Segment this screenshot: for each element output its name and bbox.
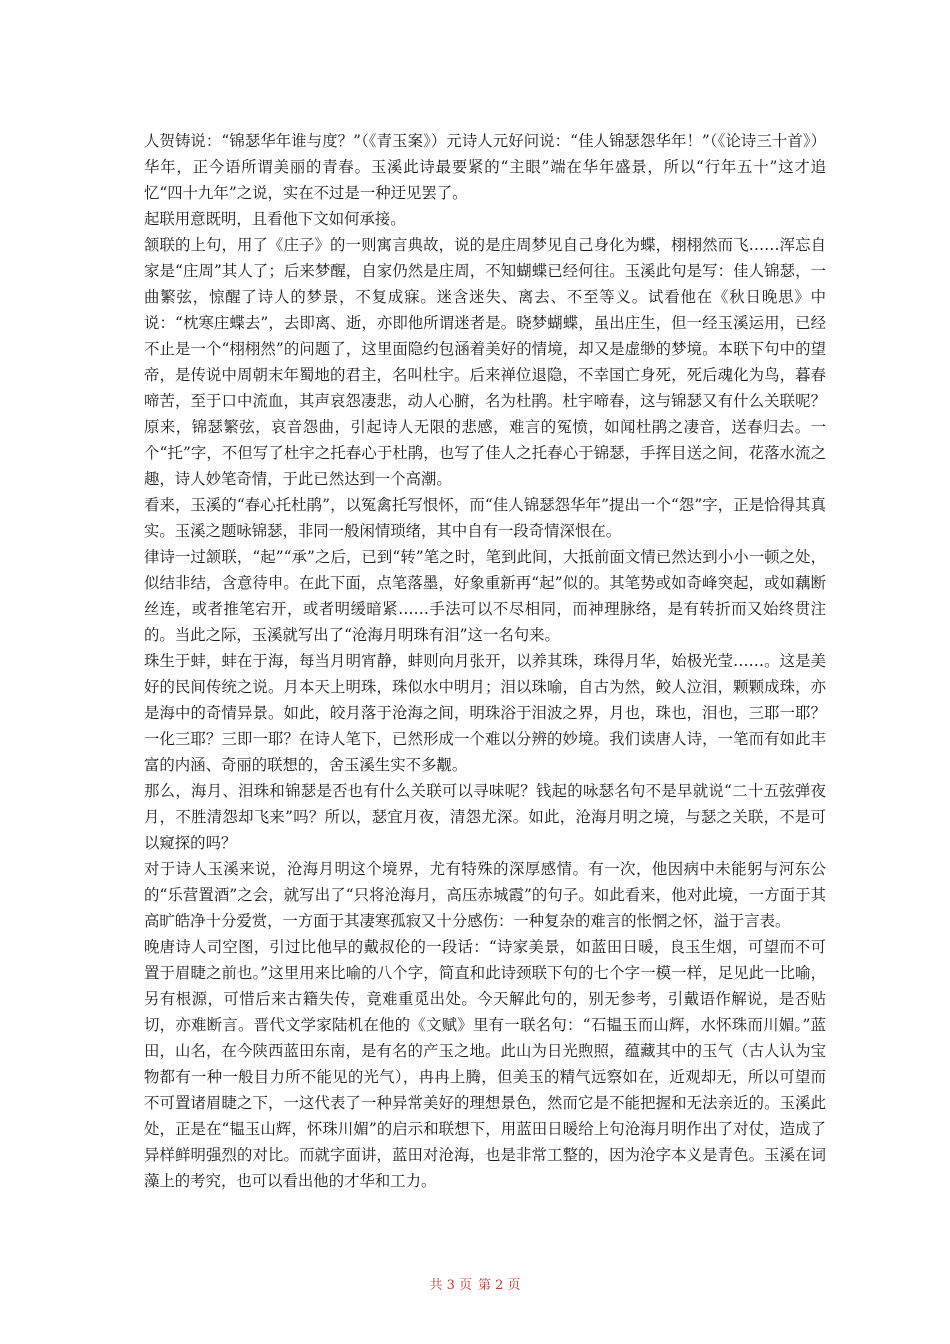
paragraph-2: 起联用意既明，且看他下文如何承接。 [144, 210, 406, 228]
page-footer [0, 1277, 950, 1295]
paragraph-7: 那么，海月、泪珠和锦瑟是否也有什么关联可以寻味呢？钱起的咏瑟名句不是早就说“二十五弦弹夜月，不胜清怨却飞来”吗？所以，瑟宜月夜，清怨尤深。如此，沧海月明之境，与瑟之关联，不是可以窥探的吗？ [144, 782, 826, 852]
paragraph-6: 珠生于蚌，蚌在于海，每当月明宵静，蚌则向月张开，以养其珠，珠得月华，始极光莹……。这是美好的民间传统之说。月本天上明珠，珠似水中明月；泪以珠喻，自古为然，鲛人泣泪，颗颗成珠，亦是海中的奇情异景。如此，皎月落于沧海之间，明珠浴于泪波之界，月也，珠也，泪也，三耶一耶？一化三耶？三即一耶？在诗人笔下，已然形成一个难以分辨的妙境。我们读唐人诗，一笔而有如此丰富的内涵、奇丽的联想的，舍玉溪生实不多觏。 [144, 652, 826, 774]
page-total: 共 3 页 [429, 1278, 472, 1293]
paragraph-9: 晚唐诗人司空图，引过比他早的戴叔伦的一段话：“诗家美景，如蓝田日暖，良玉生烟，可望而不可置于眉睫之前也。”这里用来比喻的八个字，简直和此诗颈联下句的七个字一模一样，足见此一比喻，另有根源，可惜后来古籍失传，竟难重觅出处。今天解此句的，别无参考，引戴语作解说，是否贴切，亦难断言。晋代文学家陆机在他的《文赋》里有一联名句：“石韫玉而山辉，水怀珠而川媚。”蓝田，山名，在今陕西蓝田东南，是有名的产玉之地。此山为日光煦照，蕴藏其中的玉气（古人认为宝物都有一种一般目力所不能见的光气），冉冉上腾，但美玉的精气远察如在，近观却无，所以可望而不可置诸眉睫之下，一这代表了一种异常美好的理想景色，然而它是不能把握和无法亲近的。玉溪此处，正是在“韫玉山辉，怀珠川媚”的启示和联想下，用蓝田日暖给上句沧海月明作出了对仗，造成了异样鲜明强烈的对比。而就字面讲，蓝田对沧海，也是非常工整的，因为沧字本义是青色。玉溪在词藻上的考究，也可以看出他的才华和工力。 [144, 938, 826, 1190]
paragraph-4: 看来，玉溪的“春心托杜鹃”，以冤禽托写恨怀，而“佳人锦瑟怨华年”提出一个“怨”字，正是恰得其真实。玉溪之题咏锦瑟，非同一般闲情琐绪，其中自有一段奇情深恨在。 [144, 496, 826, 540]
paragraph-1: 人贺铸说：“锦瑟华年谁与度？”（《青玉案》）元诗人元好问说：“佳人锦瑟怨华年！”（《论诗三十首》）华年，正今语所谓美丽的青春。玉溪此诗最要紧的“主眼”端在华年盛景，所以“行年五十”这才追忆“四十九年”之说，实在不过是一种迂见罢了。 [144, 132, 826, 202]
paragraph-3: 颔联的上句，用了《庄子》的一则寓言典故，说的是庄周梦见自己身化为蝶，栩栩然而飞……浑忘自家是“庄周”其人了；后来梦醒，自家仍然是庄周，不知蝴蝶已经何往。玉溪此句是写：佳人锦瑟，一曲繁弦，惊醒了诗人的梦景，不复成寐。迷含迷失、离去、不至等义。试看他在《秋日晚思》中说：“枕寒庄蝶去”，去即离、逝，亦即他所谓迷者是。晓梦蝴蝶，虽出庄生，但一经玉溪运用，已经不止是一个“栩栩然”的问题了，这里面隐约包涵着美好的情境，却又是虚缈的梦境。本联下句中的望帝，是传说中周朝末年蜀地的君主，名叫杜宇。后来禅位退隐，不幸国亡身死，死后魂化为鸟，暮春啼苦，至于口中流血，其声哀怨凄悲，动人心腑，名为杜鹃。杜宇啼春，这与锦瑟又有什么关联呢？原来，锦瑟繁弦，哀音怨曲，引起诗人无限的悲感，难言的冤愤，如闻杜鹃之凄音，送春归去。一个“托”字，不但写了杜宇之托春心于杜鹃，也写了佳人之托春心于锦瑟，手挥目送之间，花落水流之趣，诗人妙笔奇情，于此已然达到一个高潮。 [144, 236, 826, 488]
paragraph-5: 律诗一过颔联，“起”“承”之后，已到“转”笔之时，笔到此间，大抵前面文情已然达到小小一顿之处，似结非结，含意待申。在此下面，点笔落墨，好象重新再“起”似的。其笔势或如奇峰突起，或如藕断丝连，或者推笔宕开，或者明缓暗紧……手法可以不尽相同，而神理脉络，是有转折而又始终贯注的。当此之际，玉溪就写出了“沧海月明珠有泪”这一名句来。 [144, 548, 826, 644]
document-body [144, 128, 826, 1194]
paragraph-8: 对于诗人玉溪来说，沧海月明这个境界，尤有特殊的深厚感情。有一次，他因病中未能躬与河东公的“乐营置酒”之会，就写出了“只将沧海月，高压赤城霞”的句子。如此看来，他对此境，一方面于其高旷皓净十分爱赏，一方面于其凄寒孤寂又十分感伤：一种复杂的难言的怅惘之怀，溢于言表。 [144, 860, 826, 930]
page-current: 第 2 页 [478, 1278, 521, 1293]
